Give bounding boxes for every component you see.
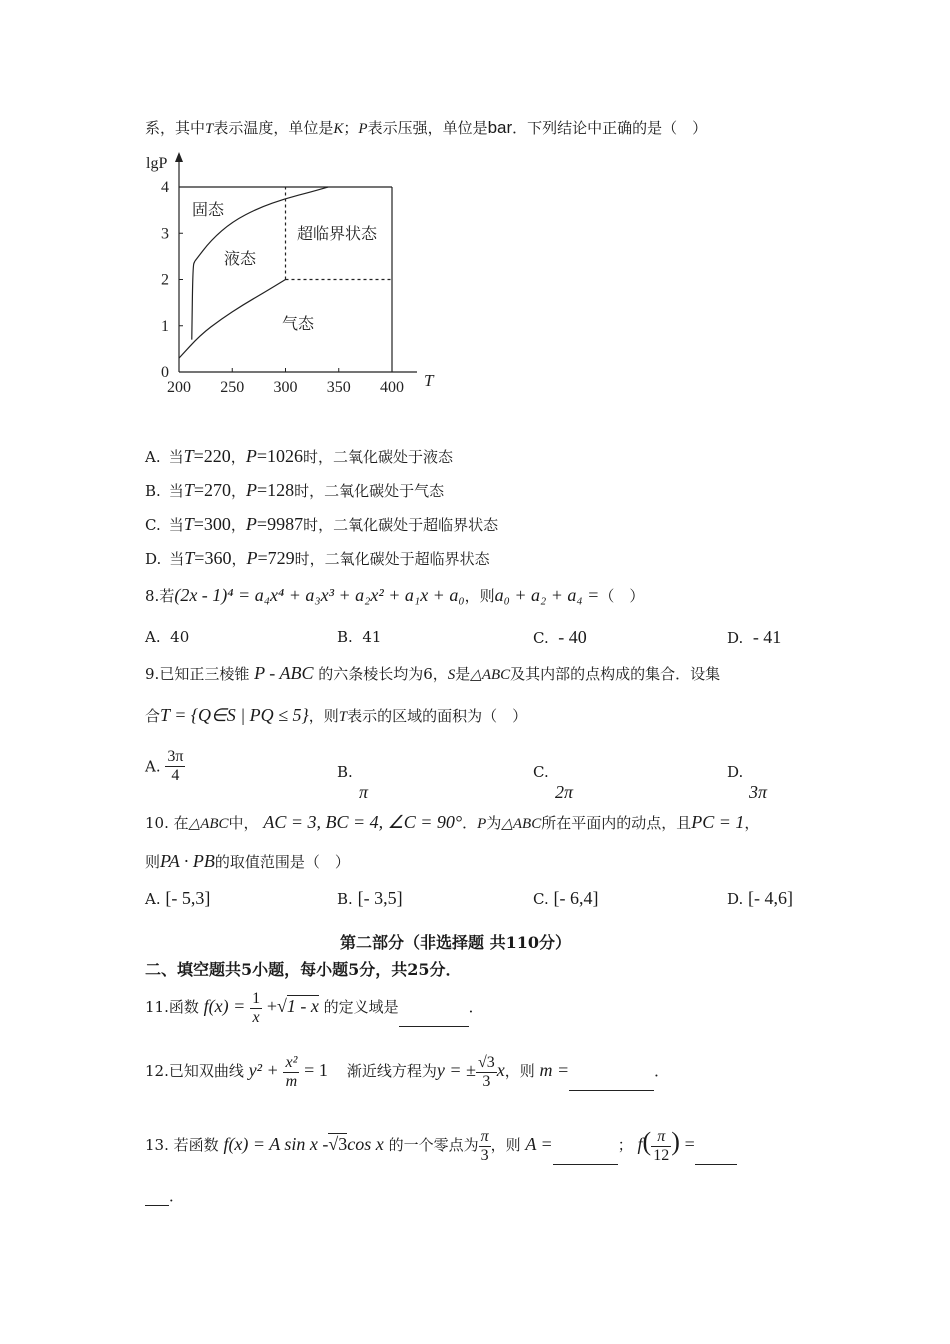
q10-text: 中， (228, 814, 259, 832)
option-value: [- 5,3] (165, 888, 211, 908)
triangle-abc: △ABC (188, 816, 229, 832)
q12-number: 12. (145, 1062, 169, 1080)
var-P: P (246, 548, 258, 568)
option-letter: C. (533, 890, 549, 908)
p-value: =729 (257, 548, 295, 568)
intro-suffix: ．下列结论中正确的是（ ） (512, 119, 708, 137)
option-value: [- 6,4] (553, 888, 599, 908)
plus-sign: + (266, 996, 277, 1016)
q11-fx: f(x) = (203, 996, 246, 1016)
var-P: P (245, 514, 257, 534)
answer-blank-cont[interactable] (145, 1189, 169, 1206)
q8-option-d (727, 627, 781, 648)
var-T: T (205, 121, 214, 137)
q12-text: 已知双曲线 (168, 1062, 244, 1080)
q8-pre: 若 (159, 587, 175, 605)
option-letter: D. (727, 763, 744, 781)
option-text: 当 (169, 550, 185, 568)
q10-text: ． (462, 814, 478, 832)
q8-mid: ，则 (464, 587, 495, 605)
unit-K: K (333, 121, 344, 137)
t-value: =270 (193, 480, 231, 500)
x-tick-label: 250 (220, 379, 245, 396)
q9-option-a (145, 748, 185, 785)
q9-option-b (337, 762, 368, 803)
q10-text: ， (744, 814, 760, 832)
t-value: =300 (193, 514, 231, 534)
q7-option-b (145, 480, 444, 501)
q7-option-c (145, 514, 498, 535)
option-text: 时，二氧化碳处于液态 (302, 448, 453, 466)
q13-text: 若函数 (173, 1136, 219, 1154)
fraction (283, 1054, 299, 1091)
q9-text: 合 (145, 707, 161, 725)
var-T: T (183, 446, 194, 466)
p-value: =128 (257, 480, 295, 500)
phase-diagram (140, 148, 440, 398)
option-letter: C. (145, 516, 161, 534)
option-letter: B. (337, 763, 353, 781)
option-value: [- 4,6] (748, 888, 794, 908)
var-m: m = (539, 1060, 570, 1080)
option-letter: A. (145, 890, 161, 908)
x-tick-label: 350 (326, 379, 351, 396)
q8-expression: (2x - 1)⁴ = a₄x⁴ + a₃x³ + a₂x² + a₁x + a₀ (174, 585, 465, 605)
right-paren: ) (671, 1127, 680, 1156)
q13-semi: ； (617, 1136, 633, 1154)
q7-option-a (145, 446, 453, 467)
intro-semi: ； (343, 119, 359, 137)
q13-text: ，则 (490, 1136, 521, 1154)
fraction (165, 748, 185, 785)
q13-text: 的一个零点为 (388, 1136, 479, 1154)
series-solid-liquid-boundary (192, 261, 195, 340)
var-S: S (447, 667, 456, 683)
question-8 (145, 585, 644, 606)
q10-text: 则 (145, 853, 161, 871)
numerator: x² (285, 1053, 298, 1071)
y-tick-label: 1 (161, 317, 169, 335)
var-A: A = (525, 1134, 553, 1154)
comma: ， (230, 448, 246, 466)
comma: ， (231, 550, 247, 568)
left-paren: ( (642, 1127, 652, 1156)
q7-option-d (145, 548, 490, 569)
var-f: f (637, 1134, 643, 1154)
q8-target: a₀ + a₂ + a₄ = (494, 585, 600, 605)
intro-p-desc: 表示压强，单位是 (367, 119, 488, 137)
q10-conditions: AC = 3, BC = 4, ∠C = 90° (263, 812, 463, 832)
intro-prefix: 系，其中 (145, 119, 206, 137)
q13-cos: cos x (347, 1134, 384, 1154)
var-T: T (183, 480, 194, 500)
q12-y2: y² + (248, 1060, 279, 1080)
fraction (250, 990, 262, 1027)
y-tick-label: 4 (161, 179, 169, 196)
question-10-line-2 (145, 851, 350, 872)
series-gas-boundary (179, 280, 286, 359)
q12-end: ． (654, 1062, 670, 1080)
q13-fx: f(x) = A sin x - (223, 1134, 329, 1154)
question-9-line-1 (145, 663, 720, 685)
region-liquid-label: 液态 (224, 251, 257, 268)
q10-number: 10. (145, 814, 169, 832)
section-2-title: 二、填空题共5小题，每小题5分，共25分． (145, 960, 462, 979)
option-value: - 40 (558, 627, 587, 647)
fraction (479, 1128, 491, 1165)
q10-text: 为 (486, 814, 502, 832)
answer-blank[interactable] (553, 1148, 618, 1165)
option-letter: C. (533, 629, 549, 647)
q11-end: ． (468, 998, 484, 1016)
series-liquid-upper-boundary (195, 187, 328, 261)
q8-paren: （ ） (599, 587, 645, 605)
var-x: x (496, 1060, 505, 1080)
option-letter: B. (337, 890, 353, 908)
numerator: 1 (252, 989, 261, 1007)
denominator: x (252, 1008, 260, 1026)
var-T: T (183, 514, 194, 534)
q9-number: 9. (145, 665, 160, 683)
q10-text: 在 (173, 814, 189, 832)
option-text: 当 (168, 448, 184, 466)
question-9-line-2 (145, 705, 527, 727)
p-value: =9987 (256, 514, 304, 534)
numerator: π (480, 1127, 489, 1145)
q13-eq: = (684, 1134, 695, 1154)
option-value: 2π (555, 782, 574, 802)
q13-end: ． (169, 1187, 185, 1205)
q12-eq: = 1 (304, 1060, 328, 1080)
option-text: 时，二氧化碳处于气态 (294, 482, 445, 500)
option-value: - 41 (752, 627, 782, 647)
question-13 (145, 1122, 737, 1165)
q11-text: 函数 (168, 998, 199, 1016)
option-letter: B. (145, 482, 161, 500)
option-letter: B. (337, 628, 353, 646)
y-tick-label: 0 (161, 364, 169, 381)
denominator: 3 (480, 1146, 489, 1164)
region-solid-label: 固态 (192, 202, 225, 219)
q11-text: 的定义域是 (323, 998, 399, 1016)
option-letter: C. (533, 763, 549, 781)
option-value: 41 (362, 628, 382, 646)
q10-text: 的取值范围是（ ） (214, 853, 350, 871)
question-13-continuation (145, 1186, 184, 1206)
answer-blank[interactable] (569, 1074, 654, 1091)
question-12 (145, 1050, 669, 1091)
option-letter: D. (145, 550, 162, 568)
q10-option-d (727, 888, 793, 909)
q8-option-a (145, 627, 189, 647)
y-tick-label: 3 (161, 225, 169, 243)
x-tick-label: 400 (380, 379, 404, 396)
option-text: 时，二氧化碳处于超临界状态 (294, 550, 490, 568)
q12-text: ，则 (504, 1062, 535, 1080)
var-T: T (184, 548, 195, 568)
var-T: T (338, 709, 348, 725)
q9-text: 的六条棱长均为6， (318, 665, 448, 683)
option-letter: A. (145, 448, 161, 466)
q9-option-c (533, 762, 573, 803)
option-letter: A. (145, 757, 161, 776)
q12-text: 渐近线方程为 (346, 1062, 437, 1080)
q9-pyramid: P - ABC (254, 663, 314, 683)
option-letter: D. (727, 629, 744, 647)
denominator: 4 (171, 767, 180, 784)
option-text: 时，二氧化碳处于超临界状态 (303, 516, 499, 534)
var-P: P (358, 121, 368, 137)
x-tick-label: 200 (167, 379, 191, 396)
q11-number: 11. (145, 998, 169, 1016)
q9-text: ，则 (308, 707, 339, 725)
part-2-title: 第二部分（非选择题 共110分） (340, 933, 571, 952)
region-supercritical-label: 超临界状态 (297, 226, 378, 243)
intro-line (145, 118, 707, 139)
answer-blank[interactable] (399, 1010, 469, 1027)
q8-number: 8. (145, 587, 160, 605)
option-value: π (359, 782, 369, 802)
q9-text: 表示的区域的面积为（ ） (347, 707, 528, 725)
y-axis-label: lgP (146, 155, 168, 172)
sqrt-3: √3 (328, 1134, 348, 1154)
sqrt-sign: √ (277, 996, 287, 1016)
q10-option-a (145, 888, 210, 909)
denominator: m (285, 1072, 298, 1090)
t-value: =220 (193, 446, 231, 466)
option-text: 当 (168, 482, 184, 500)
t-value: =360 (194, 548, 232, 568)
option-letter: A. (145, 628, 161, 646)
x-tick-label: 300 (273, 379, 298, 396)
y-tick-label: 2 (161, 271, 169, 289)
q8-option-b (337, 627, 381, 647)
triangle-abc: △ABC (501, 816, 542, 832)
var-P: P (246, 480, 257, 500)
x-axis-label: T (424, 371, 434, 390)
option-letter: D. (727, 890, 744, 908)
unit-bar: bar (487, 118, 513, 137)
fraction (651, 1128, 671, 1165)
question-11 (145, 988, 484, 1027)
option-value: 40 (170, 628, 190, 646)
denominator: 3 (482, 1072, 491, 1090)
answer-blank[interactable] (695, 1148, 737, 1165)
q12-asymptote: y = ± (436, 1060, 476, 1080)
option-text: 当 (168, 516, 184, 534)
q10-text: 所在平面内的动点，且 (541, 814, 692, 832)
numerator: √3 (477, 1053, 495, 1071)
q9-option-d (727, 762, 767, 803)
q9-text: 已知正三棱锥 (159, 665, 250, 683)
var-P: P (477, 816, 487, 832)
comma: ， (230, 482, 246, 500)
p-value: =1026 (256, 446, 303, 466)
denominator: 12 (653, 1146, 670, 1164)
option-value: [- 3,5] (357, 888, 403, 908)
q11-radicand: 1 - x (286, 996, 319, 1016)
numerator: π (651, 1128, 671, 1147)
q10-pc: PC = 1 (691, 812, 745, 832)
fraction (476, 1054, 497, 1091)
q10-option-b (337, 888, 403, 909)
region-gas-label: 气态 (282, 316, 315, 333)
q10-option-c (533, 888, 598, 909)
q9-text: 及其内部的点构成的集合．设集 (510, 665, 721, 683)
q13-number: 13. (145, 1136, 169, 1154)
q9-text: 是 (455, 665, 471, 683)
intro-t-desc: 表示温度，单位是 (213, 119, 334, 137)
question-10-line-1 (145, 812, 759, 834)
option-value: 3π (749, 782, 768, 802)
var-P: P (245, 446, 257, 466)
triangle-abc: △ABC (470, 667, 511, 683)
comma: ， (230, 516, 246, 534)
numerator: 3π (167, 748, 184, 765)
q9-set: T = {Q∈S | PQ ≤ 5} (160, 705, 309, 725)
q10-dot-product: PA · PB (160, 851, 215, 871)
q8-option-c (533, 627, 587, 648)
y-axis-arrow (175, 152, 183, 162)
